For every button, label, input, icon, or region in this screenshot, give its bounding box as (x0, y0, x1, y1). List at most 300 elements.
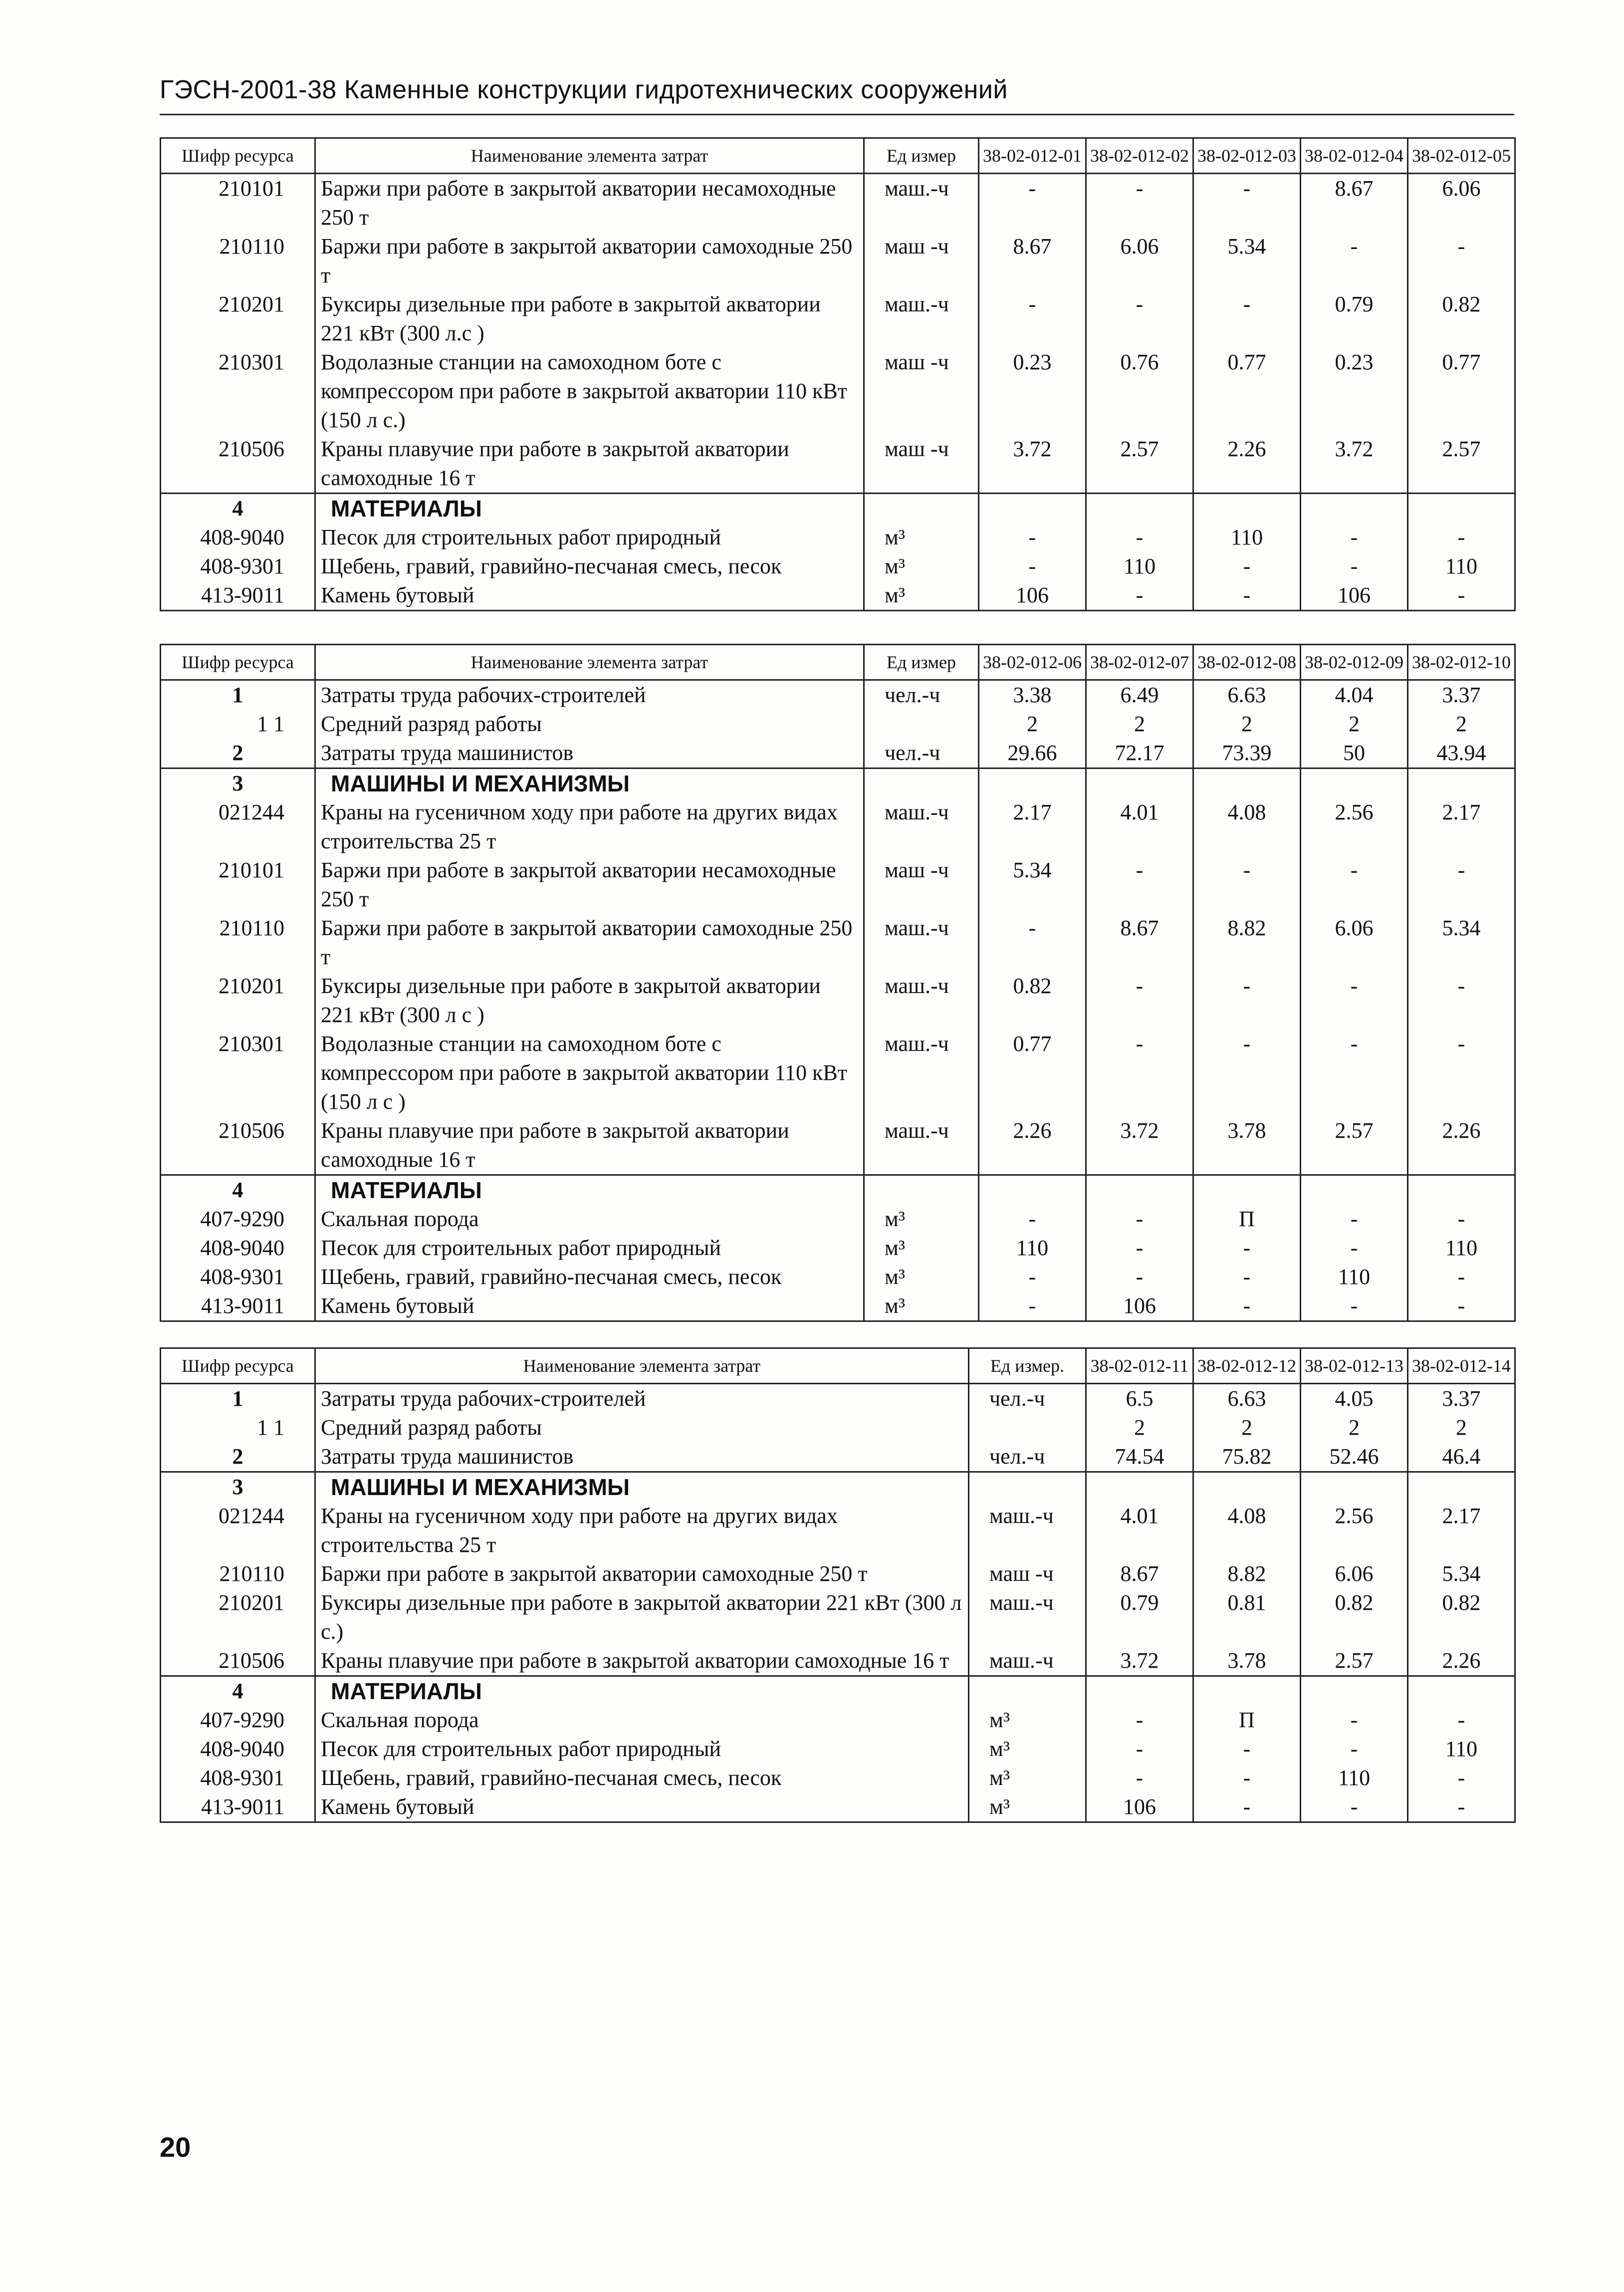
table-row (161, 552, 1515, 581)
norm-value: 6.06 (1301, 1559, 1408, 1588)
norm-value: - (1301, 1205, 1408, 1234)
norm-value: 3.37 (1408, 680, 1515, 710)
norm-value: - (1086, 856, 1193, 914)
norm-value: - (1408, 1792, 1515, 1822)
resource-code: 413-9011 (161, 581, 315, 611)
norm-value: 2 (1193, 710, 1301, 739)
resource-code: 413-9011 (161, 1792, 315, 1822)
norm-value (1193, 494, 1301, 523)
table-row (161, 914, 1515, 972)
norm-value: - (979, 1291, 1086, 1321)
norm-value: 75.82 (1193, 1442, 1301, 1472)
table-header-row (161, 645, 1515, 680)
resource-code: 4 (161, 1676, 315, 1706)
norm-value: 2.56 (1301, 798, 1408, 856)
resource-code: 021244 (161, 1502, 315, 1559)
element-name: Средний разряд работы (315, 710, 864, 739)
norm-value: 110 (1301, 1263, 1408, 1291)
norm-value: - (1408, 1291, 1515, 1321)
element-name: Буксиры дизельные при работе в закрытой акватории 221 кВт (300 л с ) (315, 972, 864, 1029)
norm-value: - (1193, 581, 1301, 611)
unit: маш.-ч (969, 1502, 1086, 1559)
unit (969, 1472, 1086, 1502)
header-element-name: Наименование элемента затрат (315, 138, 864, 174)
element-name: Краны на гусеничном ходу при работе на других видах строительства 25 т (315, 798, 864, 856)
unit: маш.-ч (864, 290, 979, 348)
norm-value: - (1086, 290, 1193, 348)
norm-value: 3.72 (1301, 435, 1408, 494)
table-row (161, 1559, 1515, 1588)
unit (969, 1676, 1086, 1706)
unit: маш -ч (864, 232, 979, 290)
norm-value (1408, 1175, 1515, 1205)
norm-value: 106 (979, 581, 1086, 611)
norm-value: 2 (1408, 1413, 1515, 1442)
norm-value (1086, 494, 1193, 523)
norm-value: 2 (1193, 1413, 1301, 1442)
norm-value: 0.77 (1193, 348, 1301, 435)
table-row (161, 1764, 1515, 1792)
unit: м³ (969, 1792, 1086, 1822)
norm-value: 6.49 (1086, 680, 1193, 710)
resource-code: 210110 (161, 1559, 315, 1588)
norm-value: 110 (1086, 552, 1193, 581)
table-header-row (161, 1348, 1515, 1384)
resource-code: 210506 (161, 1646, 315, 1676)
norm-value: - (1301, 1735, 1408, 1764)
norm-value: - (1193, 1792, 1301, 1822)
element-name: Щебень, гравий, гравийно-песчаная смесь, песок (315, 1263, 864, 1291)
resource-code: 1 (161, 680, 315, 710)
unit: м³ (864, 552, 979, 581)
norm-value: 2 (1408, 710, 1515, 739)
header-resource-code: Шифр ресурса (161, 138, 315, 174)
resource-code: 408-9301 (161, 1263, 315, 1291)
norm-value: - (1408, 1029, 1515, 1116)
norm-value: - (1193, 972, 1301, 1029)
element-name: Баржи при работе в закрытой акватории самоходные 250 т (315, 1559, 969, 1588)
norm-value: 6.63 (1193, 680, 1301, 710)
norm-value: 3.38 (979, 680, 1086, 710)
header-norm-code: 38-02-012-11 (1086, 1348, 1193, 1384)
norm-value: 6.06 (1086, 232, 1193, 290)
norm-value: 74.54 (1086, 1442, 1193, 1472)
header-norm-code: 38-02-012-13 (1301, 1348, 1408, 1384)
unit: маш -ч (864, 435, 979, 494)
element-name: Песок для строительных работ природный (315, 1234, 864, 1263)
section-title: МАТЕРИАЛЫ (315, 1175, 864, 1205)
norm-value: - (1301, 1029, 1408, 1116)
norm-value (1193, 768, 1301, 798)
element-name: Краны на гусеничном ходу при работе на других видах строительства 25 т (315, 1502, 969, 1559)
norm-value: 2 (1301, 710, 1408, 739)
element-name: Камень бутовый (315, 1792, 969, 1822)
norm-value: - (1408, 1764, 1515, 1792)
norm-value (1301, 768, 1408, 798)
norm-value: 43.94 (1408, 739, 1515, 768)
header-norm-code: 38-02-012-06 (979, 645, 1086, 680)
element-name: Буксиры дизельные при работе в закрытой акватории 221 кВт (300 л.с ) (315, 290, 864, 348)
unit: чел.-ч (969, 1442, 1086, 1472)
norm-value: 2.57 (1086, 435, 1193, 494)
norm-value (1193, 1472, 1301, 1502)
norm-value: 0.77 (1408, 348, 1515, 435)
norm-value: - (1301, 1792, 1408, 1822)
unit (864, 494, 979, 523)
norm-value (1408, 1676, 1515, 1706)
norm-value: 2 (1301, 1413, 1408, 1442)
table-row (161, 798, 1515, 856)
element-name: Краны плавучие при работе в закрытой акватории самоходные 16 т (315, 435, 864, 494)
norm-value: - (1301, 1291, 1408, 1321)
norm-value: 5.34 (1408, 1559, 1515, 1588)
norm-value: 2.17 (1408, 1502, 1515, 1559)
norm-value: - (979, 552, 1086, 581)
resource-code: 210101 (161, 174, 315, 233)
table-row (161, 348, 1515, 435)
norm-value: 2.26 (1193, 435, 1301, 494)
element-name: Скальная порода (315, 1205, 864, 1234)
norm-value: 29.66 (979, 739, 1086, 768)
norm-value: 4.01 (1086, 1502, 1193, 1559)
page-number: 20 (160, 2131, 191, 2163)
unit: м³ (864, 523, 979, 552)
table-row (161, 1442, 1515, 1472)
norm-value: 106 (1086, 1291, 1193, 1321)
element-name: Водолазные станции на самоходном боте с компрессором при работе в закрытой акватории 110 кВт (150 л с ) (315, 1029, 864, 1116)
norm-value: 3.78 (1193, 1646, 1301, 1676)
norm-value: - (1301, 523, 1408, 552)
table-row (161, 1792, 1515, 1822)
table-row (161, 1413, 1515, 1442)
norm-value (1086, 768, 1193, 798)
unit: м³ (864, 581, 979, 611)
resource-code: 2 (161, 1442, 315, 1472)
header-norm-code: 38-02-012-14 (1408, 1348, 1515, 1384)
table-row (161, 710, 1515, 739)
header-unit: Ед измер (864, 645, 979, 680)
element-name: Краны плавучие при работе в закрытой акватории самоходные 16 т (315, 1116, 864, 1175)
element-name: Средний разряд работы (315, 1413, 969, 1442)
table-row (161, 739, 1515, 768)
table-row (161, 1502, 1515, 1559)
norm-value: - (1301, 552, 1408, 581)
section-title: МАШИНЫ И МЕХАНИЗМЫ (315, 1472, 969, 1502)
element-name: Баржи при работе в закрытой акватории несамоходные 250 т (315, 856, 864, 914)
unit: маш -ч (864, 856, 979, 914)
resource-code: 210506 (161, 1116, 315, 1175)
norm-value: - (1193, 856, 1301, 914)
norm-value: - (1086, 1706, 1193, 1735)
norm-value: - (1086, 1205, 1193, 1234)
norm-value: 8.67 (979, 232, 1086, 290)
norm-value: 5.34 (1408, 914, 1515, 972)
norm-value: - (1408, 581, 1515, 611)
norm-value: 110 (1408, 1234, 1515, 1263)
norm-value (1193, 1175, 1301, 1205)
section-row (161, 1472, 1515, 1502)
section-title: МАТЕРИАЛЫ (315, 494, 864, 523)
header-norm-code: 38-02-012-09 (1301, 645, 1408, 680)
element-name: Баржи при работе в закрытой акватории самоходные 250 т (315, 232, 864, 290)
norm-value: - (1408, 1263, 1515, 1291)
resource-code: 408-9301 (161, 552, 315, 581)
resource-code: 408-9301 (161, 1764, 315, 1792)
norm-value (1301, 1175, 1408, 1205)
table-row (161, 1706, 1515, 1735)
unit: чел.-ч (864, 739, 979, 768)
norm-value: - (1301, 1706, 1408, 1735)
norm-value: - (1408, 523, 1515, 552)
norm-value: 2.57 (1301, 1116, 1408, 1175)
norm-value: 106 (1086, 1792, 1193, 1822)
unit: чел.-ч (864, 680, 979, 710)
resource-code: 2 (161, 739, 315, 768)
unit: маш.-ч (864, 1116, 979, 1175)
norm-value (1086, 1676, 1193, 1706)
table-header-row (161, 138, 1515, 174)
norm-value: 2.26 (1408, 1646, 1515, 1676)
table-row (161, 435, 1515, 494)
element-name: Затраты труда машинистов (315, 739, 864, 768)
norm-value: - (1408, 972, 1515, 1029)
table-row (161, 1263, 1515, 1291)
unit: маш -ч (864, 348, 979, 435)
norm-value: - (1086, 1029, 1193, 1116)
norm-value: 6.06 (1301, 914, 1408, 972)
table-row (161, 290, 1515, 348)
norm-value: 6.5 (1086, 1384, 1193, 1414)
resource-table-1 (160, 137, 1516, 611)
resource-table-3 (160, 1347, 1516, 1823)
norm-value: - (1086, 1263, 1193, 1291)
norm-value: - (1301, 856, 1408, 914)
norm-value: - (1408, 856, 1515, 914)
norm-value: 8.67 (1086, 1559, 1193, 1588)
resource-code: 210110 (161, 232, 315, 290)
norm-value (1193, 1676, 1301, 1706)
header-norm-code: 38-02-012-05 (1408, 138, 1515, 174)
norm-value: - (979, 1263, 1086, 1291)
norm-value: 2 (979, 710, 1086, 739)
element-name: Скальная порода (315, 1706, 969, 1735)
norm-value: 5.34 (979, 856, 1086, 914)
table-row (161, 174, 1515, 233)
unit: маш -ч (969, 1559, 1086, 1588)
norm-value: - (1193, 1263, 1301, 1291)
header-norm-code: 38-02-012-12 (1193, 1348, 1301, 1384)
resource-code: 4 (161, 494, 315, 523)
norm-value: - (1301, 972, 1408, 1029)
element-name: Песок для строительных работ природный (315, 523, 864, 552)
norm-value: 2.57 (1301, 1646, 1408, 1676)
section-title: МАШИНЫ И МЕХАНИЗМЫ (315, 768, 864, 798)
resource-code: 408-9040 (161, 1735, 315, 1764)
element-name: Щебень, гравий, гравийно-песчаная смесь, песок (315, 1764, 969, 1792)
norm-value: - (1408, 1205, 1515, 1234)
header-norm-code: 38-02-012-04 (1301, 138, 1408, 174)
norm-value (1301, 494, 1408, 523)
norm-value: 8.67 (1086, 914, 1193, 972)
header-norm-code: 38-02-012-10 (1408, 645, 1515, 680)
norm-value: 50 (1301, 739, 1408, 768)
unit (864, 710, 979, 739)
unit: м³ (969, 1764, 1086, 1792)
resource-code: 210506 (161, 435, 315, 494)
unit: маш.-ч (969, 1588, 1086, 1646)
resource-code: 210201 (161, 1588, 315, 1646)
unit: м³ (864, 1205, 979, 1234)
norm-value: - (1408, 232, 1515, 290)
element-name: Затраты труда рабочих-строителей (315, 1384, 969, 1414)
unit: маш.-ч (864, 1029, 979, 1116)
table-row (161, 581, 1515, 611)
table-row (161, 856, 1515, 914)
resource-code: 4 (161, 1175, 315, 1205)
norm-value: 0.76 (1086, 348, 1193, 435)
resource-code: 210301 (161, 348, 315, 435)
header-element-name: Наименование элемента затрат (315, 645, 864, 680)
resource-code: 1 1 (161, 710, 315, 739)
element-name: Песок для строительных работ природный (315, 1735, 969, 1764)
norm-value: 3.78 (1193, 1116, 1301, 1175)
norm-value: 106 (1301, 581, 1408, 611)
element-name: Буксиры дизельные при работе в закрытой акватории 221 кВт (300 л с.) (315, 1588, 969, 1646)
header-unit: Ед измер. (969, 1348, 1086, 1384)
resource-code: 210201 (161, 290, 315, 348)
norm-value: - (1086, 972, 1193, 1029)
norm-value: - (1301, 1234, 1408, 1263)
norm-value: 8.82 (1193, 1559, 1301, 1588)
norm-value: - (1193, 290, 1301, 348)
norm-value (979, 768, 1086, 798)
section-row (161, 494, 1515, 523)
header-norm-code: 38-02-012-02 (1086, 138, 1193, 174)
norm-value: - (1193, 174, 1301, 233)
norm-value: 2.57 (1408, 435, 1515, 494)
norm-value: 0.82 (1301, 1588, 1408, 1646)
norm-value: 6.63 (1193, 1384, 1301, 1414)
norm-value: 8.67 (1301, 174, 1408, 233)
header-divider (160, 114, 1514, 115)
element-name: Затраты труда машинистов (315, 1442, 969, 1472)
norm-value: 110 (1408, 1735, 1515, 1764)
table-row (161, 1735, 1515, 1764)
norm-value: 46.4 (1408, 1442, 1515, 1472)
resource-table-2 (160, 644, 1516, 1322)
norm-value (979, 1175, 1086, 1205)
norm-value: 8.82 (1193, 914, 1301, 972)
norm-value: 0.82 (979, 972, 1086, 1029)
page-header-title: ГЭСН-2001-38 Каменные конструкции гидротехнических сооружений (160, 75, 1008, 104)
norm-value: - (1086, 581, 1193, 611)
unit: маш.-ч (864, 972, 979, 1029)
norm-value: 5.34 (1193, 232, 1301, 290)
norm-value: - (1086, 1234, 1193, 1263)
norm-value: 0.79 (1086, 1588, 1193, 1646)
unit: м³ (969, 1735, 1086, 1764)
section-row (161, 1175, 1515, 1205)
norm-value: - (1301, 232, 1408, 290)
unit: м³ (969, 1706, 1086, 1735)
norm-value: 110 (1193, 523, 1301, 552)
norm-value: - (979, 290, 1086, 348)
resource-code: 3 (161, 1472, 315, 1502)
unit: м³ (864, 1234, 979, 1263)
resource-code: 210201 (161, 972, 315, 1029)
unit: м³ (864, 1291, 979, 1321)
resource-code: 1 (161, 1384, 315, 1414)
norm-value: 3.72 (1086, 1646, 1193, 1676)
norm-value: 4.05 (1301, 1384, 1408, 1414)
header-norm-code: 38-02-012-08 (1193, 645, 1301, 680)
element-name: Камень бутовый (315, 581, 864, 611)
norm-value: 4.04 (1301, 680, 1408, 710)
norm-value: 2 (1086, 1413, 1193, 1442)
norm-value: 4.01 (1086, 798, 1193, 856)
norm-value: - (1086, 523, 1193, 552)
unit (969, 1413, 1086, 1442)
resource-code: 413-9011 (161, 1291, 315, 1321)
norm-value: 3.72 (1086, 1116, 1193, 1175)
norm-value: 0.82 (1408, 290, 1515, 348)
element-name: Баржи при работе в закрытой акватории самоходные 250 т (315, 914, 864, 972)
resource-code: 210101 (161, 856, 315, 914)
header-unit: Ед измер (864, 138, 979, 174)
norm-value: П (1193, 1205, 1301, 1234)
header-element-name: Наименование элемента затрат (315, 1348, 969, 1384)
norm-value: 110 (1408, 552, 1515, 581)
header-resource-code: Шифр ресурса (161, 645, 315, 680)
resource-code: 210110 (161, 914, 315, 972)
table-row (161, 1205, 1515, 1234)
unit: м³ (864, 1263, 979, 1291)
section-row (161, 768, 1515, 798)
resource-code: 1 1 (161, 1413, 315, 1442)
unit (864, 768, 979, 798)
norm-value: 2.26 (1408, 1116, 1515, 1175)
resource-code: 407-9290 (161, 1706, 315, 1735)
unit: маш.-ч (864, 174, 979, 233)
unit: чел.-ч (969, 1384, 1086, 1414)
header-resource-code: Шифр ресурса (161, 1348, 315, 1384)
table-row (161, 972, 1515, 1029)
resource-code: 021244 (161, 798, 315, 856)
norm-value: - (979, 1205, 1086, 1234)
norm-value: 0.23 (979, 348, 1086, 435)
norm-value (1408, 494, 1515, 523)
table-row (161, 1234, 1515, 1263)
norm-value: 72.17 (1086, 739, 1193, 768)
norm-value: 6.06 (1408, 174, 1515, 233)
norm-value: П (1193, 1706, 1301, 1735)
norm-value: - (1193, 1029, 1301, 1116)
norm-value: 73.39 (1193, 739, 1301, 768)
element-name: Баржи при работе в закрытой акватории несамоходные 250 т (315, 174, 864, 233)
table-row (161, 1116, 1515, 1175)
table-row (161, 1291, 1515, 1321)
norm-value: 0.23 (1301, 348, 1408, 435)
norm-value: - (1086, 1735, 1193, 1764)
norm-value: 0.79 (1301, 290, 1408, 348)
norm-value: - (979, 174, 1086, 233)
norm-value: 3.37 (1408, 1384, 1515, 1414)
table-row (161, 1646, 1515, 1676)
norm-value (979, 494, 1086, 523)
norm-value: 0.77 (979, 1029, 1086, 1116)
norm-value (1086, 1472, 1193, 1502)
norm-value: 2.56 (1301, 1502, 1408, 1559)
